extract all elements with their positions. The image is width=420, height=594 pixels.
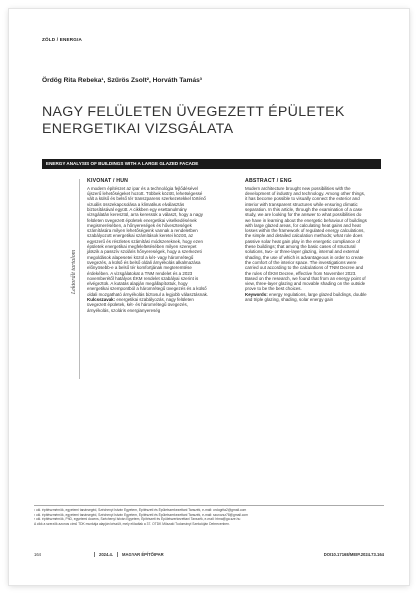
article-title bbox=[42, 104, 382, 138]
abstract-en-body: Modern architecture brought new possibilities with the development of industry and technology. Among other things, it has become possible to visually connect the exterior and interior with transparent structures while ensuring climatic separation. In this article, through the examination of a case study, we are looking for the answer to what possibilities do we have in learning about the energetic behaviour of buildings with large glazed areas, for calculating heat gains and heat losses within the framework of regulated energy calculations, the simple and detailed calculation methods; what role does passive solar heat gain play in the energetic compliance of these buildings; that among the basic cases of structural solutions, two- or three-layer glazing, internal and external shading, the use of which is advantageous in order to create the comfort of the interior space. The investigations were carried out according to the calculations of TNM Decree and the rules of ÉKM Decree, effective from November 2023. Based on the research, we found that from an energy point of view, three-layer glazing and movable shading on the outside prove to be the best choices. bbox=[245, 185, 367, 292]
footnote-2: ² okl. építészmérnök, egyetemi tanársegéd, Széchenyi István Egyetem, Építészeti és Épületszerkezettani Tanszék, e-mail: szurozsz78@gmail.com bbox=[34, 512, 249, 517]
article-title-line-2: ENERGETIKAI VIZSGÁLATA bbox=[42, 121, 234, 137]
keywords-en-label: Keywords: bbox=[245, 291, 268, 297]
section-label: ZÖLD / ENERGIA bbox=[42, 37, 83, 42]
journal-page bbox=[9, 9, 409, 585]
abstract-en-keywords bbox=[245, 292, 367, 303]
english-title-banner: ENERGY ANALYSIS OF BUILDINGS WITH A LARGE GLAZED FACADE bbox=[42, 159, 381, 169]
footnote-divider bbox=[34, 505, 384, 506]
journal-name: MAGYAR ÉPÍTŐIPAR bbox=[121, 552, 164, 557]
abstract-english bbox=[245, 179, 367, 302]
footnote-3: ³ okl. építészmérnök, PhD, egyetemi docens, Széchenyi István Egyetem, Építészeti és Épületszerkezettani Tanszék, e-mail: htma@ga.sze.hu bbox=[34, 517, 241, 521]
footnotes bbox=[34, 508, 384, 526]
peer-reviewed-label: Lektorált tartalom bbox=[71, 249, 77, 295]
author-line: Ördög Rita Rebeka¹, Szűrös Zsolt², Horváth Tamás³ bbox=[42, 77, 202, 84]
abstract-hu-body: A modern építészet az ipar és a technológia fejlődésével újszerű lehetőségeket hozott. Többek között, lehetségessé vált a külső és belső tér transzparens szerkezetekkel történő vizuális összekapcsolása a klimatikus elválasztás biztosításával együtt. A cikkben egy esettanulmány vizsgálatán keresztül, arra keressük a választ, hogy a nagy felületen üvegezett épületek energetikai viselkedésének megismerésében, a hőnyereségek és hőveszteségek számítására milyen lehetőségeink vannak a rendeletben szabályozott energetikai számítások keretei között, az egyszerű és részletes számítási módszereknek, hogy ezen épületek energetikai megfeleltetésében milyen szerepet játszik a passzív szoláris hőnyereségek, hogy a szerkezeti megoldások alapesetei közül a két- vagy háromrétegű üvegezés, a külső és belső oldali árnyékolás alkalmazása előnyösebb-e a belső tér komfortjának megteremtése érdekében. A vizsgálatokat a TNM rendelet és a 2023 novemberétől hatályos ÉKM rendelet szabályai szerint is elvégeztük. A kutatás alapján megállapítottuk, hogy energetikai szempontból a háromrétegű üvegezés és a külső oldali mozgatható árnyékolás biztosul a legjobb választásnak. bbox=[87, 185, 209, 297]
keywords-hu-text: energetikai szabályozás, nagy felületen üvegezett épületek, két- és háromrétegű üvegezés, árnyékolás, szoláris energianyereség bbox=[87, 297, 194, 313]
abstract-hu-heading: KIVONAT / HUN bbox=[87, 178, 129, 184]
abstract-hungarian bbox=[87, 179, 209, 313]
footnote-note: A cikk a szerzők azonos című TDK munkája alapján készült, mely előadtak a 37. OTDK Műszaki Tudományi Szekcióján Debrecenben. bbox=[34, 521, 230, 526]
keywords-hu-label: Kulcsszavak: bbox=[87, 297, 116, 303]
abstract-hu-keywords bbox=[87, 297, 209, 313]
issue-info bbox=[90, 552, 164, 557]
article-title-line-1: NAGY FELÜLETEN ÜVEGEZETT ÉPÜLETEK bbox=[42, 104, 345, 120]
abstract-en-heading: ABSTRACT / ENG bbox=[245, 178, 292, 184]
footnote-1: ¹ okl. építészmérnök, egyetemi tanársegéd, Széchenyi István Egyetem, Építészeti és Épületszerkezettani Tanszék, e-mail: ordogrita2@gmail.com bbox=[34, 508, 247, 512]
page-number: 164 bbox=[34, 552, 41, 557]
issue-number: 2024.4. bbox=[99, 552, 113, 557]
doi: DOI10.17168/MEIP.2024.73.164 bbox=[323, 552, 384, 557]
side-rule bbox=[79, 179, 80, 379]
keywords-en-text: energy regulations, large glazed buildings, double and triple glazing, shading, solar energy gain bbox=[245, 291, 367, 303]
